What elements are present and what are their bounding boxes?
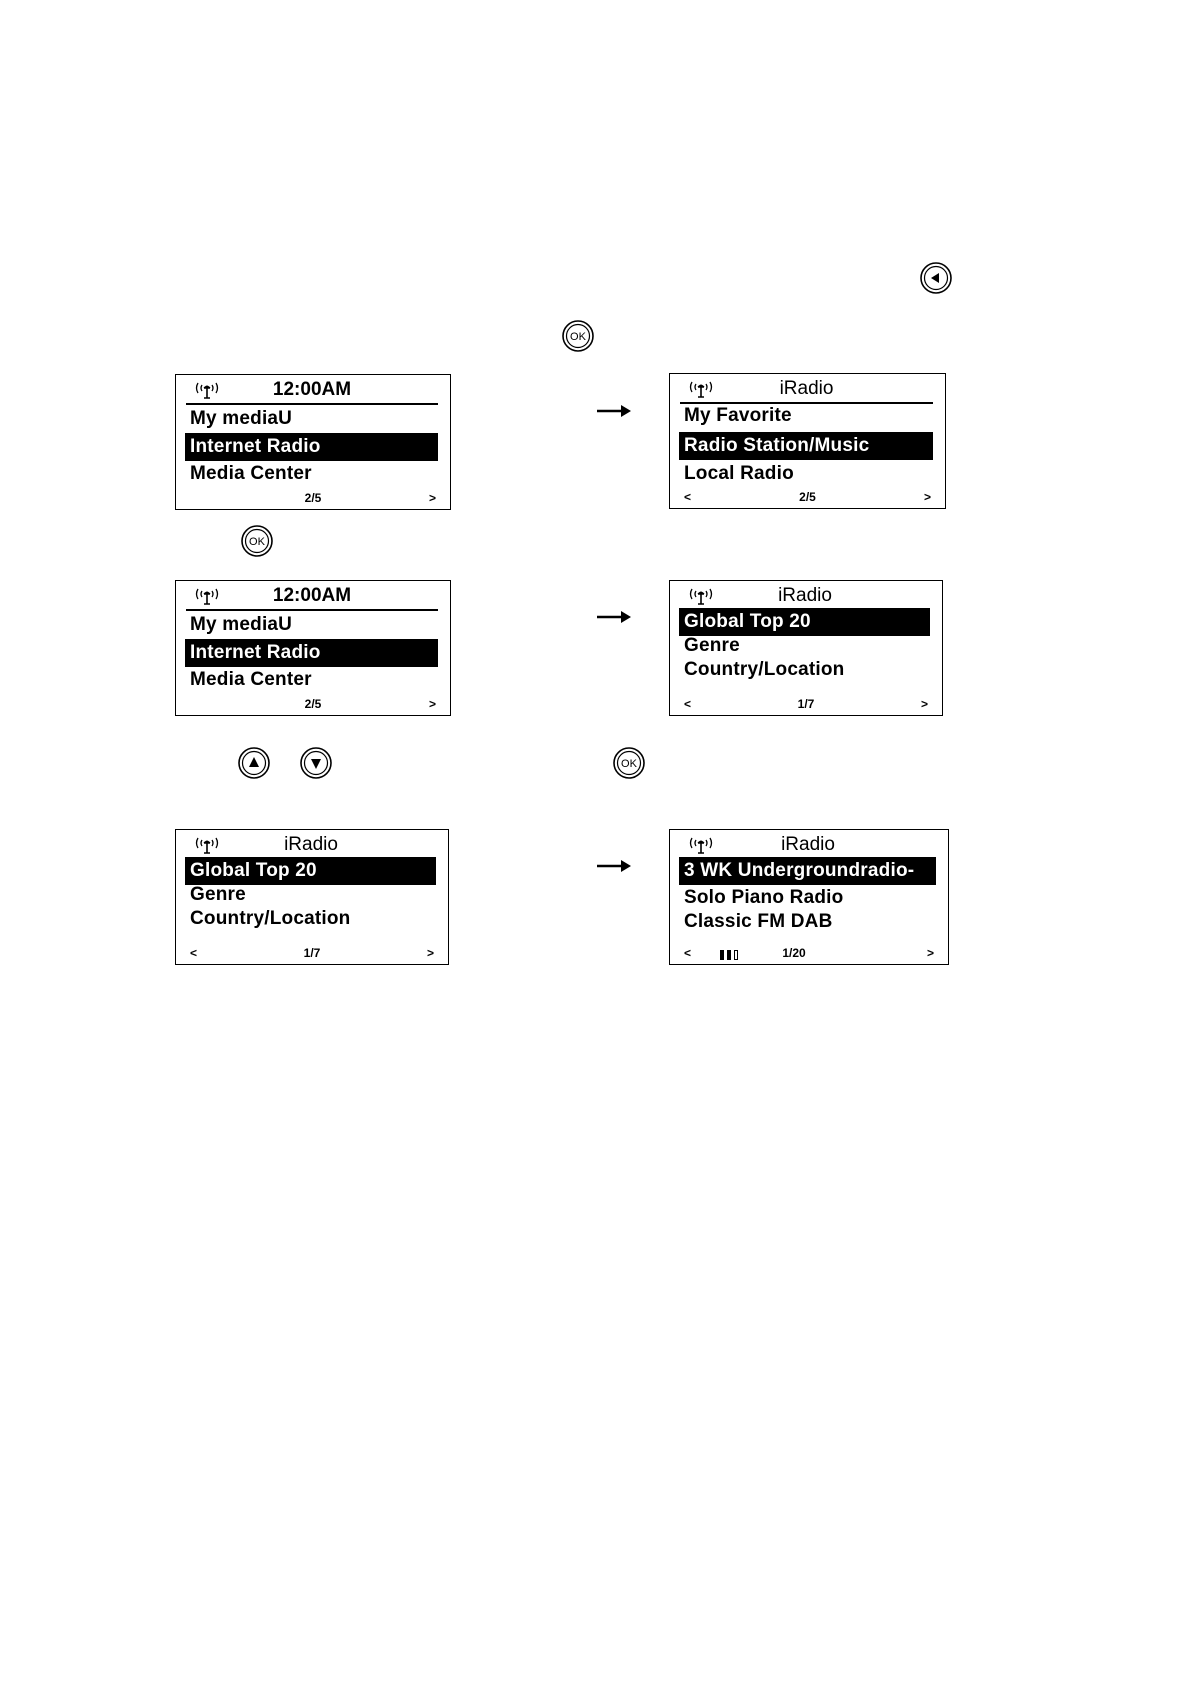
ok-button-icon xyxy=(612,746,646,780)
menu-item: Country/Location xyxy=(190,908,351,929)
menu-item: Classic FM DAB xyxy=(684,911,833,932)
nav-left: < xyxy=(684,490,692,504)
menu-item-selected: 3 WK Undergroundradio- xyxy=(679,857,936,885)
page-indicator: 1/20 xyxy=(782,946,806,960)
right-arrow-icon xyxy=(597,404,631,418)
menu-item: Media Center xyxy=(190,669,312,690)
svg-text:OK: OK xyxy=(621,758,637,770)
screen-title: iRadio xyxy=(781,834,835,855)
lcd-screen-iradio-menu xyxy=(669,373,946,509)
ok-button-icon xyxy=(240,524,274,558)
screen-title: 12:00AM xyxy=(272,379,352,400)
menu-item: My mediaU xyxy=(190,614,293,635)
lcd-screen-iradio-list xyxy=(175,829,449,965)
lcd-screen-iradio-list xyxy=(669,580,943,716)
nav-left: < xyxy=(684,697,692,711)
menu-item-selected: Radio Station/Music xyxy=(679,432,933,460)
menu-item: Local Radio xyxy=(684,463,794,484)
nav-right: > xyxy=(428,491,436,505)
lcd-screen-main-menu xyxy=(175,580,451,716)
down-button-icon xyxy=(299,746,333,780)
menu-item-selected: Global Top 20 xyxy=(185,857,436,885)
nav-right: > xyxy=(428,697,436,711)
page-indicator: 1/7 xyxy=(303,946,321,960)
ok-button-icon xyxy=(561,319,595,353)
nav-right: > xyxy=(426,946,434,960)
menu-item: Media Center xyxy=(190,463,312,484)
menu-item-selected: Internet Radio xyxy=(185,433,438,461)
menu-item-selected: Internet Radio xyxy=(185,639,438,667)
back-button-icon xyxy=(919,261,953,295)
svg-text:OK: OK xyxy=(570,331,586,343)
nav-left: < xyxy=(190,946,198,960)
screen-title: 12:00AM xyxy=(272,585,352,606)
nav-right: > xyxy=(923,490,931,504)
up-button-icon xyxy=(237,746,271,780)
menu-item: Genre xyxy=(190,884,246,905)
page-indicator: 1/7 xyxy=(797,697,815,711)
right-arrow-icon xyxy=(597,859,631,873)
screen-title: iRadio xyxy=(778,585,832,606)
nav-right: > xyxy=(926,946,934,960)
page-indicator: 2/5 xyxy=(304,491,322,505)
menu-item-selected: Global Top 20 xyxy=(679,608,930,636)
menu-item: Country/Location xyxy=(684,659,845,680)
menu-item: My mediaU xyxy=(190,408,293,429)
page-indicator: 2/5 xyxy=(304,697,322,711)
menu-item: Genre xyxy=(684,635,740,656)
nav-right: > xyxy=(920,697,928,711)
screen-title: iRadio xyxy=(779,378,834,399)
lcd-screen-main-menu xyxy=(175,374,451,510)
page-indicator: 2/5 xyxy=(799,490,816,504)
screen-title: iRadio xyxy=(284,834,338,855)
svg-text:OK: OK xyxy=(249,536,265,548)
menu-item: My Favorite xyxy=(684,405,792,426)
lcd-screen-station-list xyxy=(669,829,949,965)
right-arrow-icon xyxy=(597,610,631,624)
nav-left: < xyxy=(684,946,692,960)
menu-item: Solo Piano Radio xyxy=(684,887,844,908)
